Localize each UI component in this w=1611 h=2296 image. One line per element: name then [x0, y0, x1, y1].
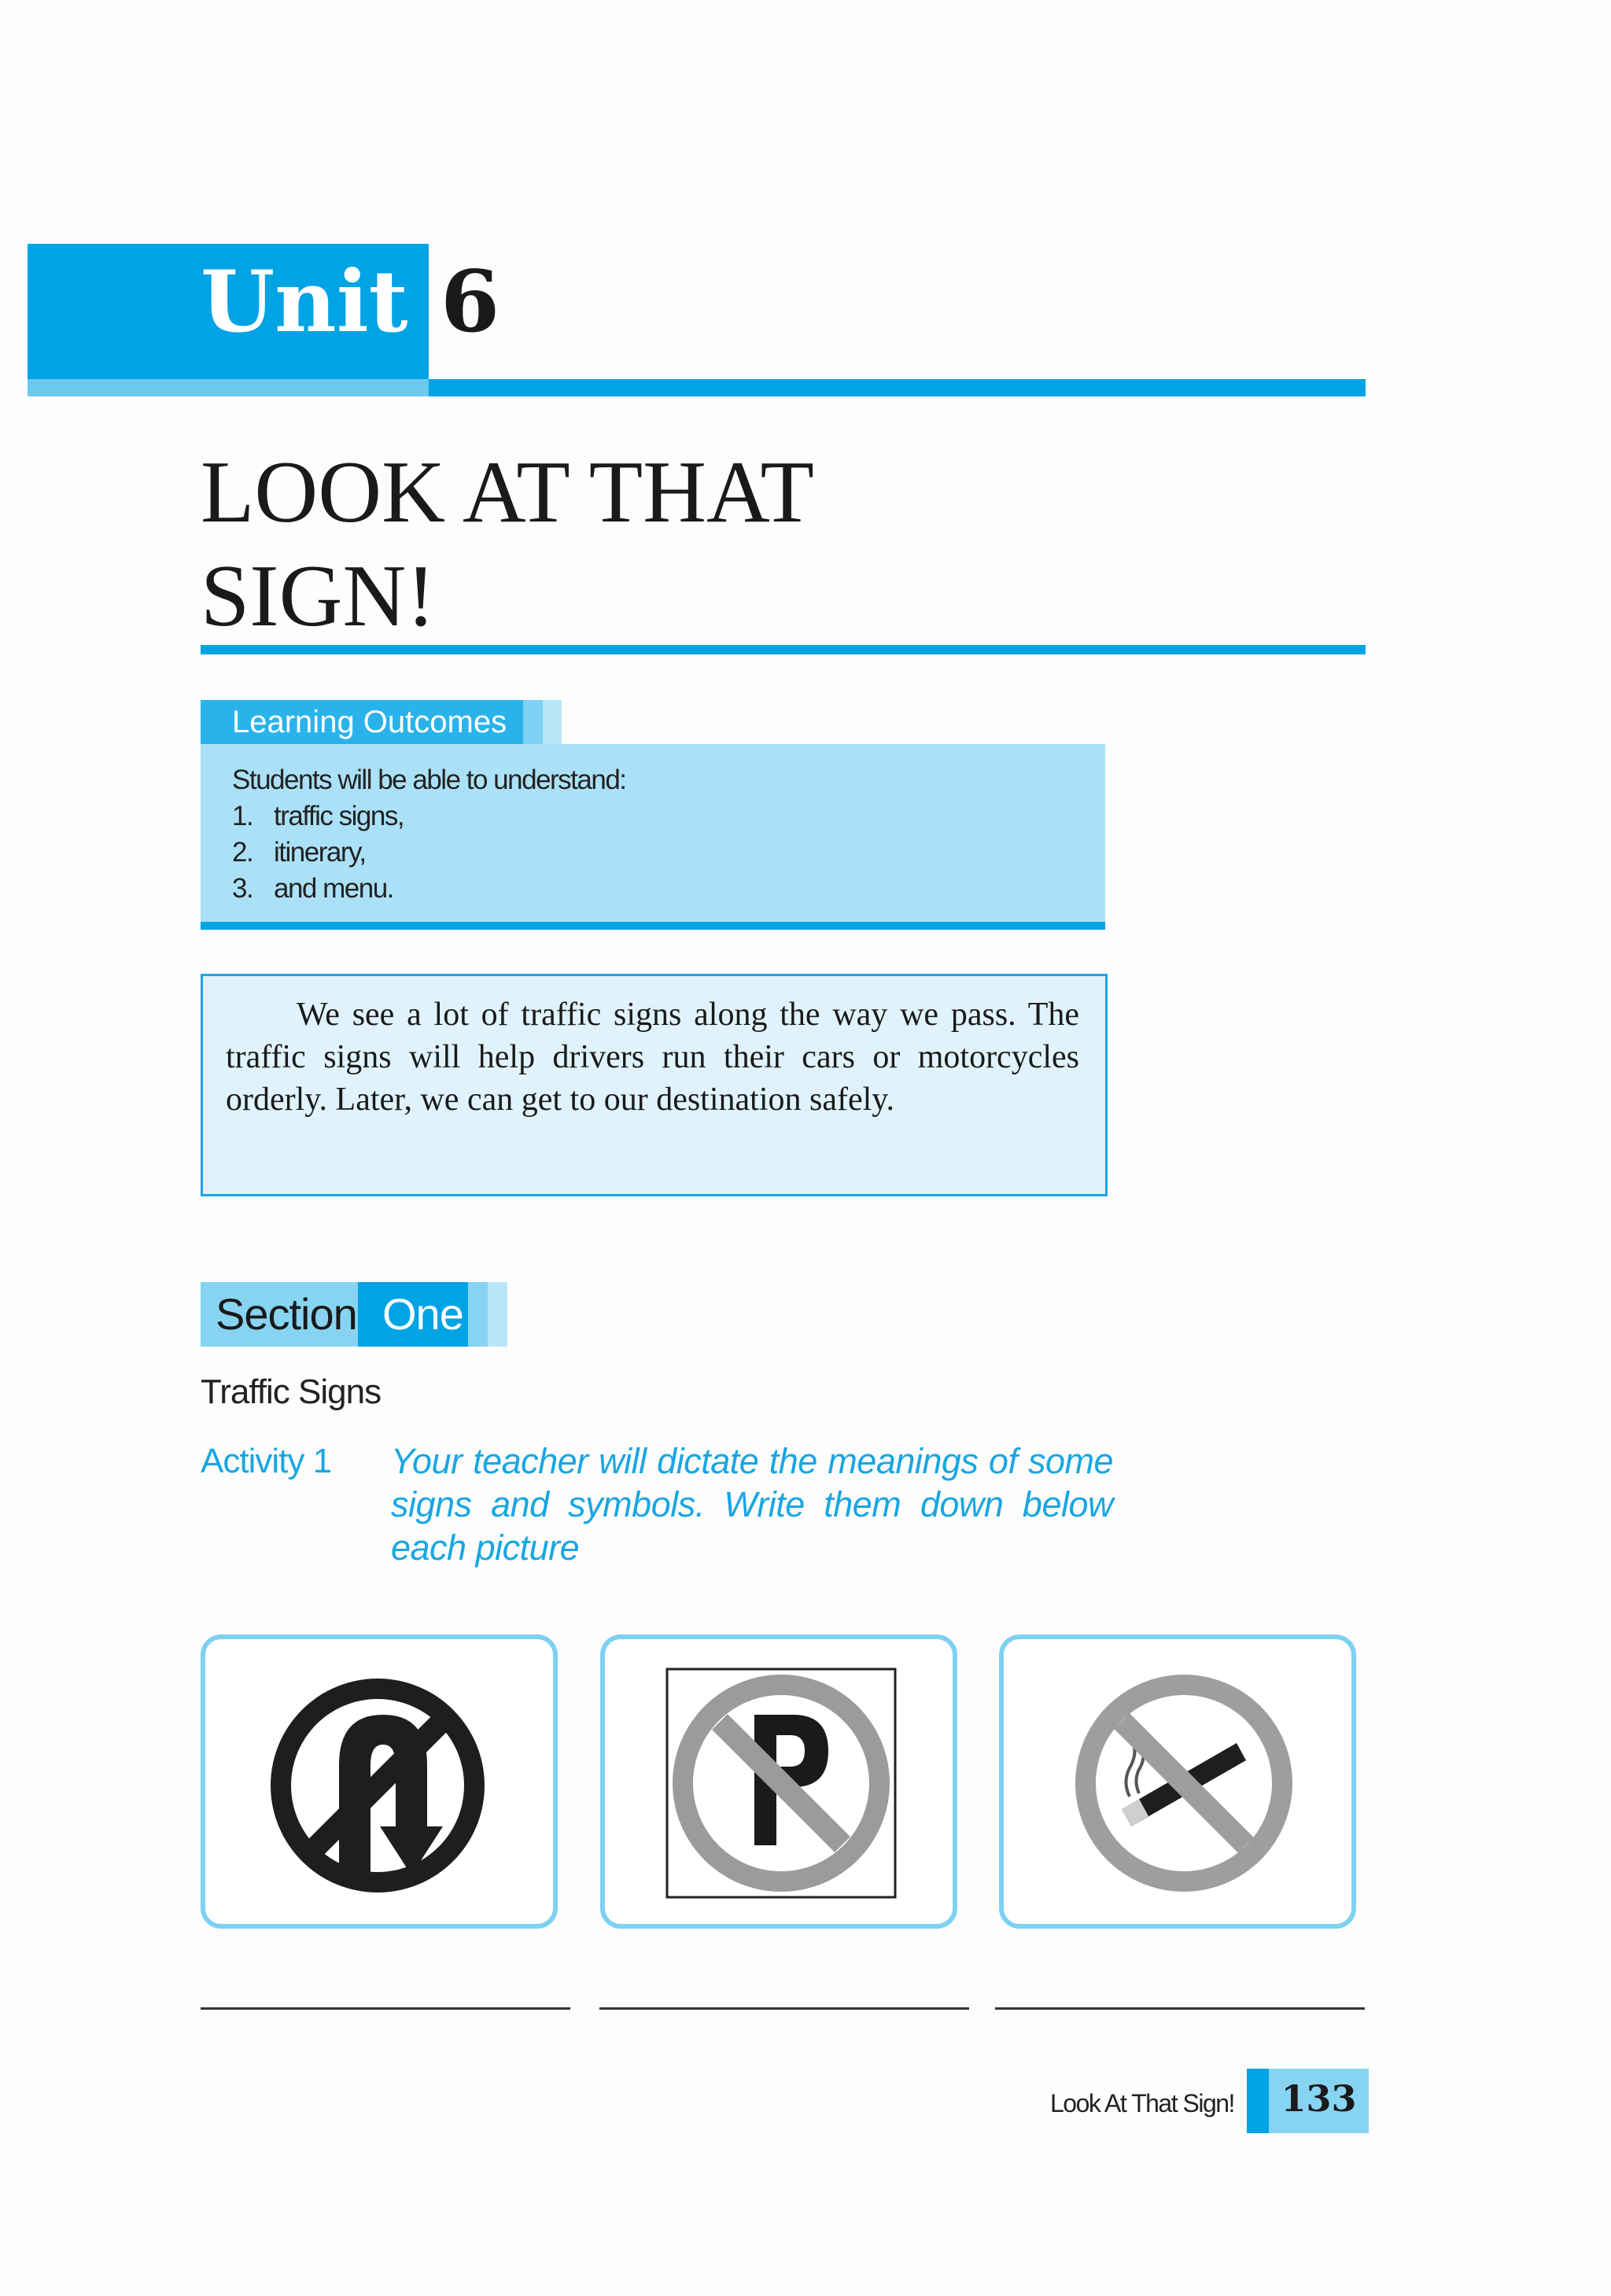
list-item: [232, 873, 393, 905]
list-item-text: traffic signs,: [274, 801, 404, 831]
list-item: [232, 837, 366, 868]
list-item-number: 2.: [232, 837, 253, 868]
no-parking-sign-icon: [605, 1639, 953, 1924]
tab-stripe: [543, 700, 562, 744]
no-smoking-sign-icon: [1004, 1639, 1351, 1924]
section-subtitle: Traffic Signs: [201, 1373, 382, 1411]
learning-outcomes-rule: [201, 922, 1105, 930]
sign-card: [600, 1634, 957, 1929]
running-title: Look At That Sign!: [1050, 2089, 1234, 2117]
learning-outcomes-label: Learning Outcomes: [232, 705, 507, 739]
list-item-text: itinerary,: [274, 837, 366, 868]
title-rule: [201, 645, 1366, 654]
answer-line[interactable]: [201, 2007, 570, 2010]
tab-stripe: [468, 1282, 488, 1347]
list-item-number: 3.: [232, 873, 253, 904]
tab-stripe: [488, 1282, 507, 1347]
no-u-turn-sign-icon: [205, 1639, 553, 1924]
list-item-text: and menu.: [274, 873, 393, 904]
learning-outcomes-intro: Students will be able to understand:: [232, 765, 626, 795]
activity-instruction: Your teacher will dictate the meanings of some signs and symbols. Write them down below each picture: [391, 1441, 1113, 1568]
answer-line[interactable]: [995, 2007, 1365, 2010]
sign-card: [999, 1634, 1356, 1929]
section-label: Section: [216, 1289, 357, 1339]
page-number-tab: [1247, 2069, 1269, 2133]
intro-paragraph: We see a lot of traffic signs along the way we pass. The traffic signs will help drivers run their cars or motorcycles orderly. Later, we can get to our destination safely.: [226, 997, 1079, 1118]
tab-stripe: [523, 700, 543, 744]
unit-rule: [429, 379, 1366, 396]
sign-card: [201, 1634, 558, 1929]
page-number: 133: [1281, 2077, 1357, 2120]
unit-banner-underline: [28, 379, 429, 396]
activity-label: Activity 1: [201, 1442, 332, 1480]
section-number: One: [382, 1289, 463, 1339]
list-item: [232, 801, 404, 832]
unit-label: Unit: [201, 252, 408, 352]
list-item-number: 1.: [232, 801, 253, 831]
answer-line[interactable]: [599, 2007, 969, 2010]
title-line-1: LOOK AT THAT: [201, 444, 814, 541]
page-title: [201, 440, 1302, 648]
title-line-2: SIGN!: [201, 547, 436, 645]
unit-number: 6: [441, 252, 500, 352]
